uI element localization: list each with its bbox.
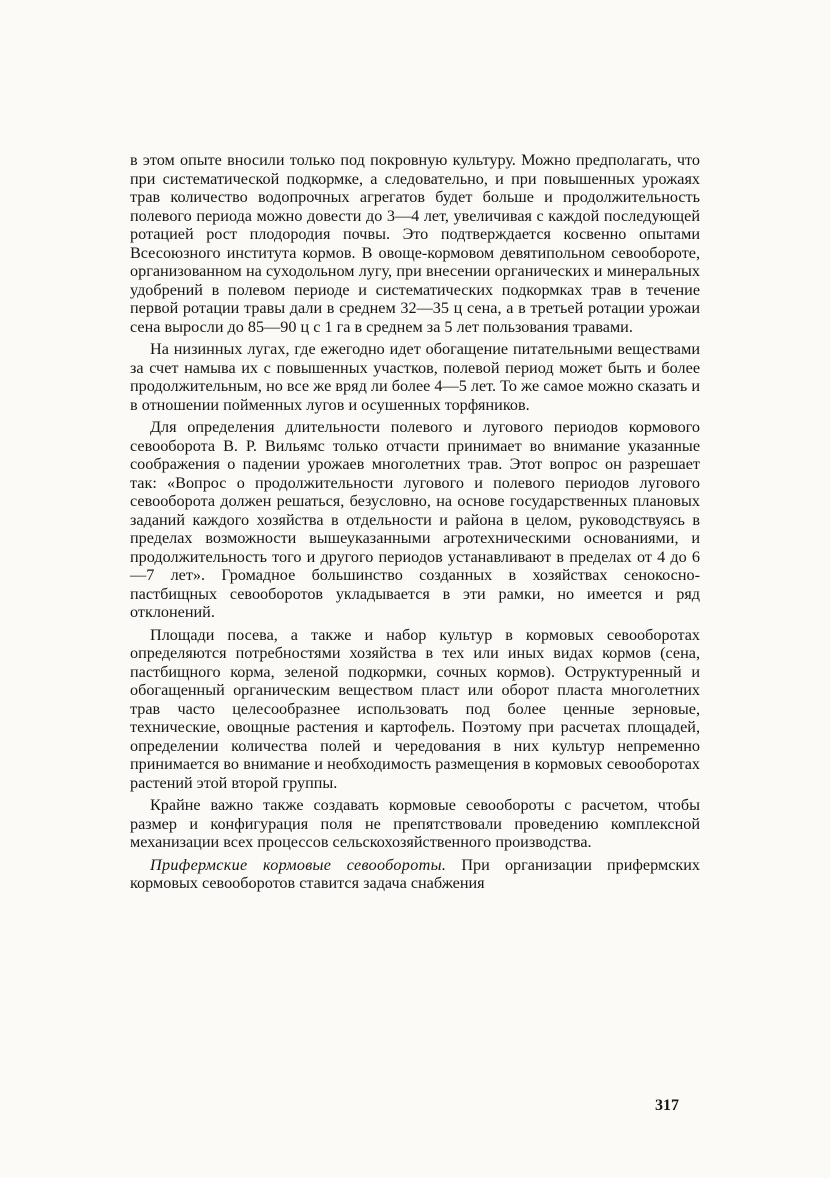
paragraph: Для определения длительности полевого и лугового периодов кормового севооборота В. Р. Вильямс только отчасти принимает во внимание указанные соображения о падении урожаев многолетних трав. Этот вопрос он разрешает так: «Вопрос о продолжительности лугового и полевого периодов лугового севооборота должен решаться, безусловно, на основе государственных плановых заданий каждого хозяйства в отдельности и района в целом, руководствуясь в пределах возможности вышеуказанными агротехническими основаниями, и продолжительность того и другого периодов устанавливают в пределах от 4 до 6—7 лет». Громадное большинство созданных в хозяйствах сенокосно-пастбищных севооборотов укладывается в эти рамки, но имеется и ряд отклонений. (130, 418, 700, 621)
paragraph (130, 856, 700, 893)
body-text (130, 151, 700, 893)
paragraph: На низинных лугах, где ежегодно идет обогащение питательными веществами за счет намыва их с повышенных участков, полевой период может быть и более продолжительным, но все же вряд ли более 4—5 лет. То же самое можно сказать и в отношении пойменных лугов и осушенных торфяников. (130, 340, 700, 414)
paragraph: Крайне важно также создавать кормовые севообороты с расчетом, чтобы размер и конфигурация поля не препятствовали проведению комплексной механизации всех процессов сельскохозяйственного производства. (130, 796, 700, 851)
page-number: 317 (655, 1097, 679, 1114)
paragraph: в этом опыте вносили только под покровную культуру. Можно предполагать, что при систематической подкормке, а следовательно, и при повышенных урожаях трав количество водопрочных агрегатов будет больше и продолжительность полевого периода можно довести до 3—4 лет, увеличивая с каждой последующей ротацией рост плодородия почвы. Это подтверждается косвенно опытами Всесоюзного института кормов. В овоще-кормовом девятипольном севообороте, организованном на суходольном лугу, при внесении органических и минеральных удобрений в полевом периоде и систематических подкормках трав в течение первой ротации травы дали в среднем 32—35 ц сена, а в третьей ротации урожаи сена выросли до 85—90 ц с 1 га в среднем за 5 лет пользования травами. (130, 151, 700, 336)
section-run-in-heading: Прифермские кормовые севообороты. (150, 855, 447, 874)
paragraph: Площади посева, а также и набор культур в кормовых севооборотах определяются потребностями хозяйства в тех или иных видах кормов (сена, пастбищного корма, зеленой подкормки, сочных кормов). Оструктуренный и обогащенный органическим веществом пласт или оборот пласта многолетних трав часто целесообразнее использовать под более ценные зерновые, технические, овощные растения и картофель. Поэтому при расчетах площадей, определении количества полей и чередования в них культур непременно принимается во внимание и необходимость размещения в кормовых севооборотах растений этой второй группы. (130, 625, 700, 792)
paragraph-text: При организации прифермских кормовых севооборотов ставится задача снабжения (130, 855, 700, 892)
